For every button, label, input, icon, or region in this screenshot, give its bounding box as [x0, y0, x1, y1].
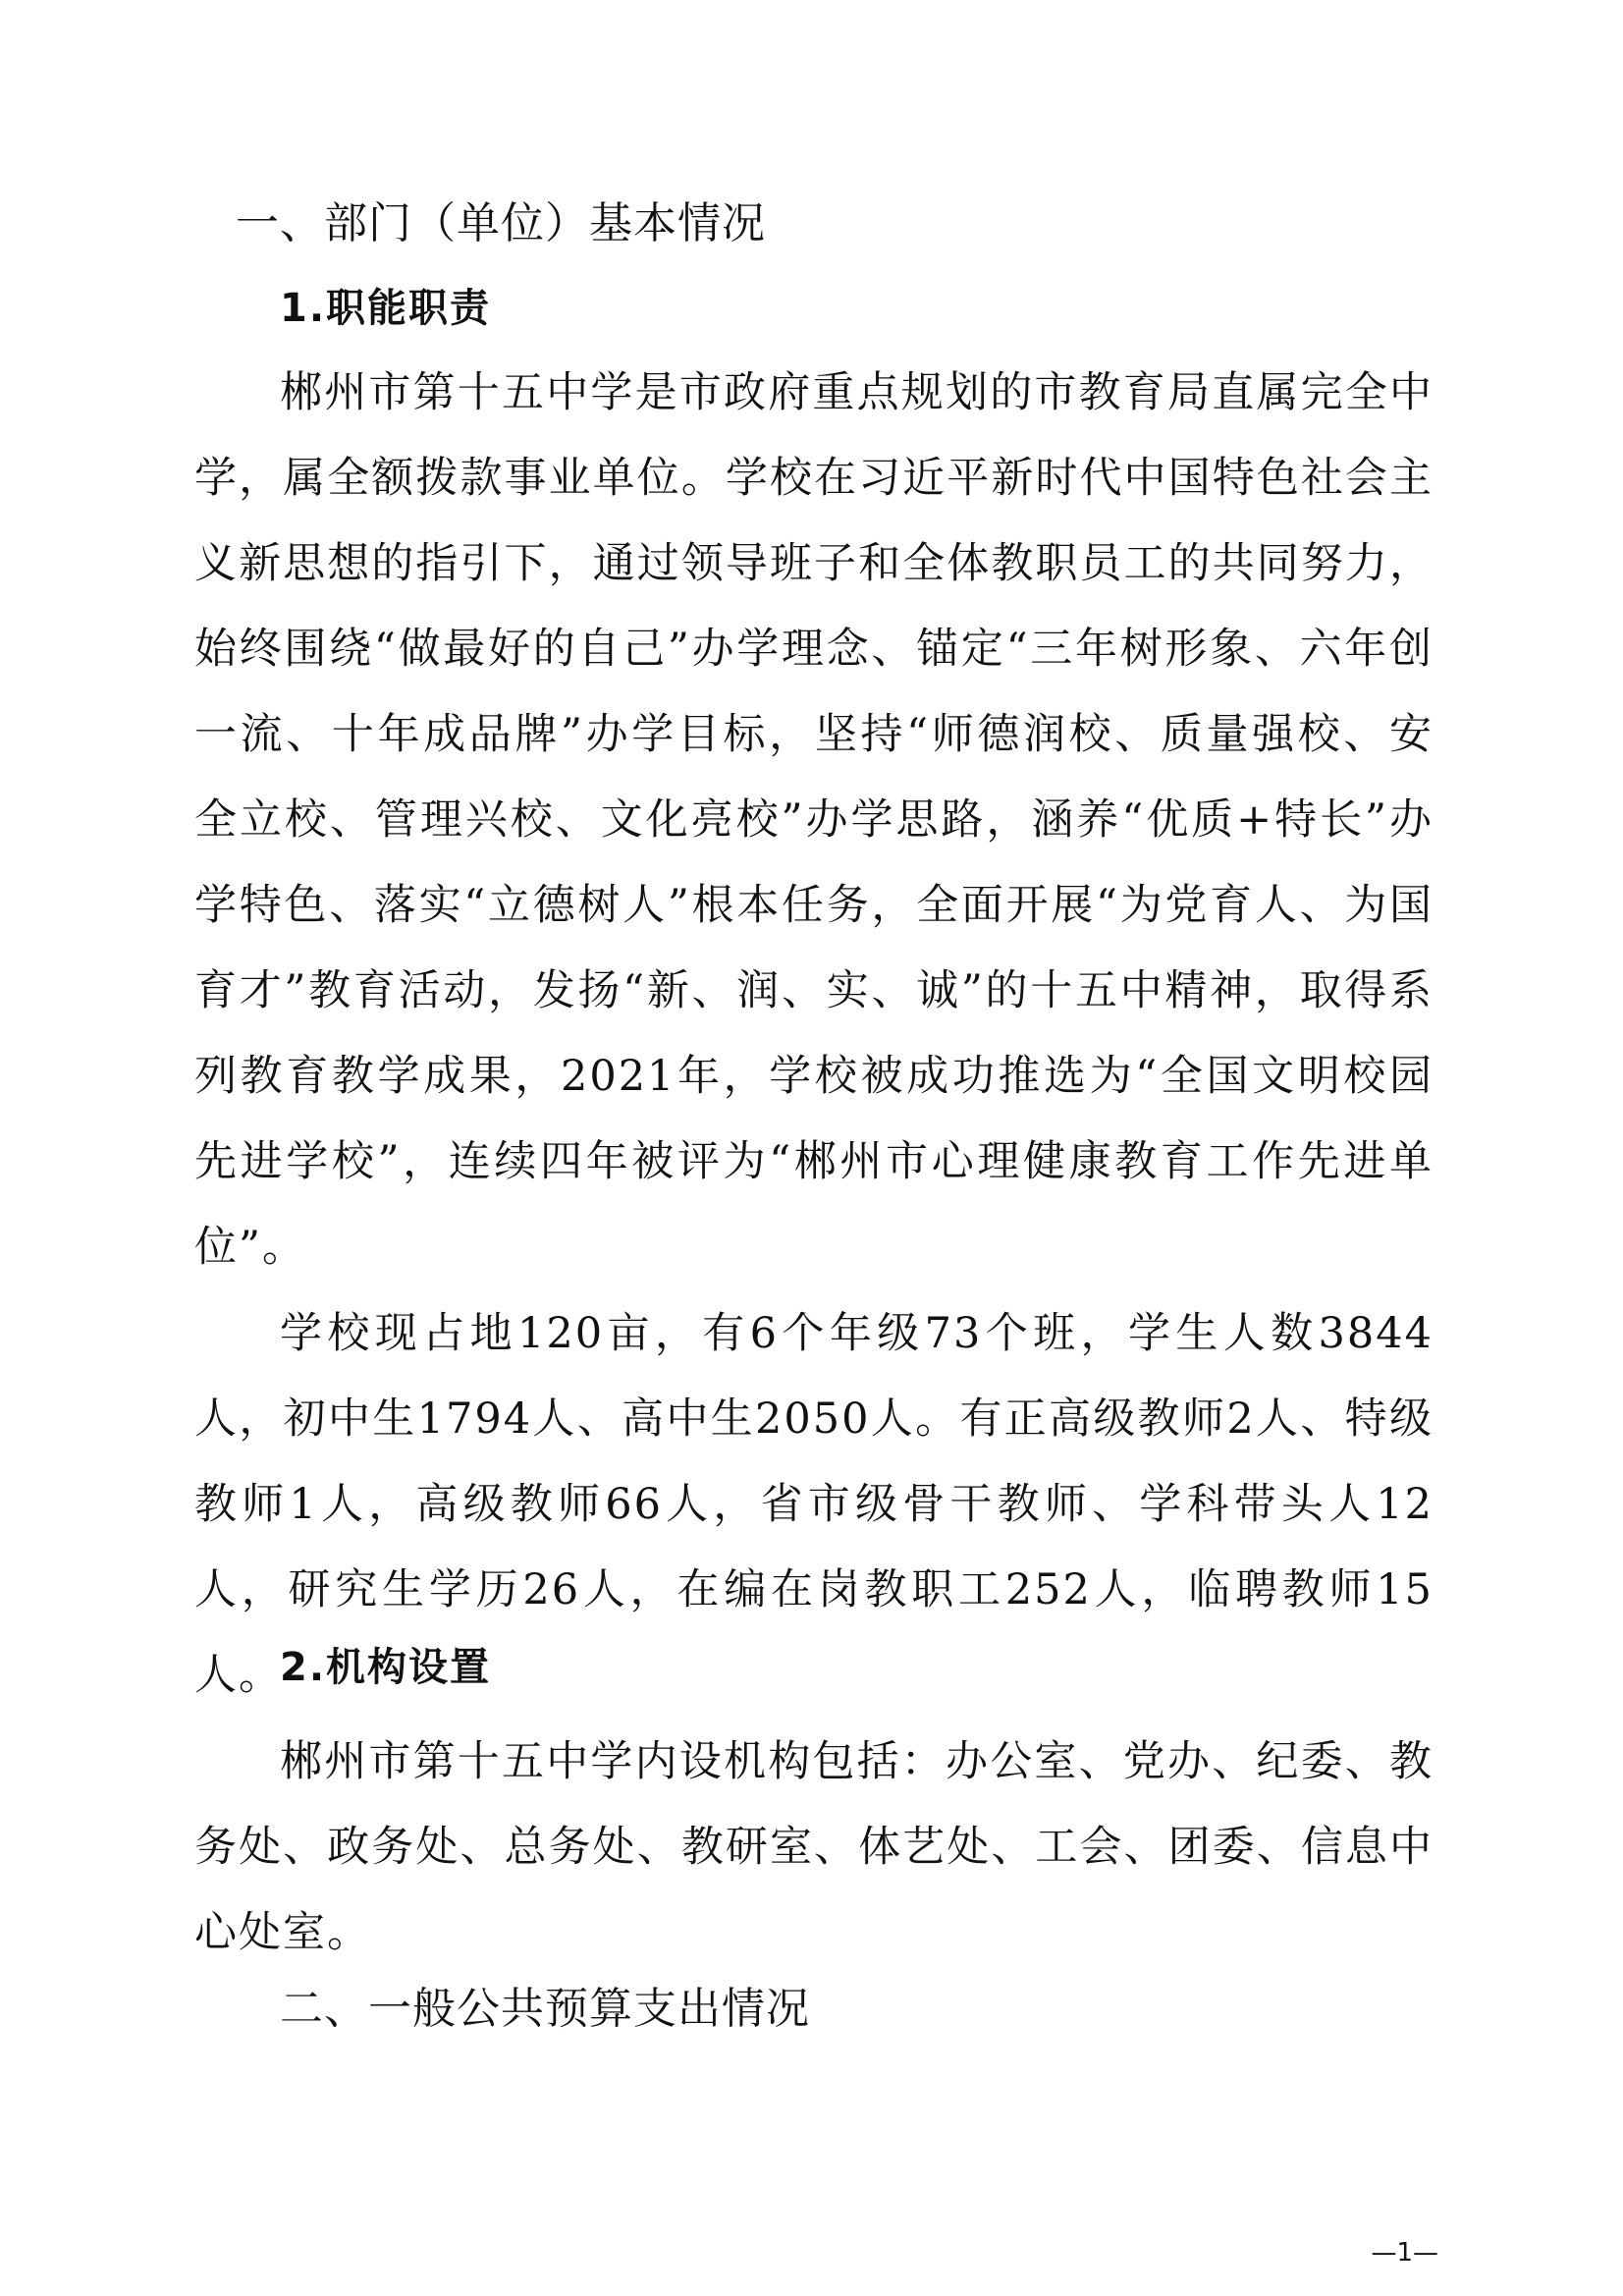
page-number: —1— — [1371, 2238, 1438, 2268]
subheading-organization: 2.机构设置 — [280, 1645, 492, 1690]
section-heading-basic-info: 一、部门（单位）基本情况 — [236, 198, 766, 248]
subheading-functions-duties: 1.职能职责 — [280, 286, 492, 331]
paragraph-school-overview: 郴州市第十五中学是市政府重点规划的市教育局直属完全中学，属全额拨款事业单位。学校在习近平新时代中国特色社会主义新思想的指引下，通过领导班子和全体教职员工的共同努力，始终围绕“做最好的自己”办学理念、锚定“三年树形象、六年创一流、十年成品牌”办学目标，坚持“师德润校、质量强校、安全立校、管理兴校、文化亮校”办学思路，涵养“优质+特长”办学特色、落实“立德树人”根本任务，全面开展“为党育人、为国育才”教育活动，发扬“新、润、实、诚”的十五中精神，取得系列教育教学成果，2021年，学校被成功推选为“全国文明校园先进学校”，连续四年被评为“郴州市心理健康教育工作先进单位”。 — [194, 368, 1434, 1272]
paragraph-school-statistics: 学校现占地120亩，有6个年级73个班，学生人数3844人，初中生1794人、高中生2050人。有正高级教师2人、特级教师1人，高级教师66人，省市级骨干教师、学科带头人12人，研究生学历26人，在编在岗教职工252人，临聘教师15人。 — [194, 1309, 1434, 1700]
paragraph-internal-departments: 郴州市第十五中学内设机构包括：办公室、党办、纪委、教务处、政务处、总务处、教研室、体艺处、工会、团委、信息中心处室。 — [194, 1737, 1434, 1957]
section-heading-budget-expenditure: 二、一般公共预算支出情况 — [280, 1984, 810, 2034]
